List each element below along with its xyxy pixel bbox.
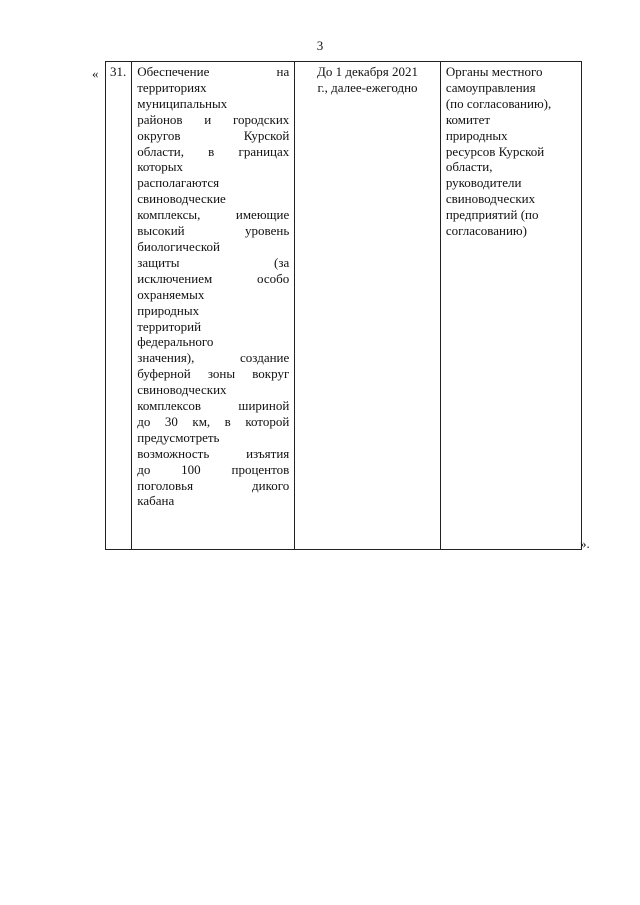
term-line: г., далее-ежегодно bbox=[317, 79, 418, 95]
description-line: округов Курской bbox=[137, 127, 290, 143]
description-line: буферной зоны вокруг bbox=[137, 366, 290, 382]
responsible-line: комитет bbox=[445, 111, 491, 127]
description-line: свиноводческих bbox=[137, 382, 227, 398]
description-line: предусмотреть bbox=[137, 429, 220, 445]
description-line: до 30 км, в которой bbox=[137, 413, 290, 429]
description-line: Обеспечение на bbox=[137, 64, 290, 79]
responsible-text bbox=[446, 64, 576, 239]
description-line: области, в границах bbox=[137, 143, 290, 159]
row-number-cell bbox=[106, 62, 132, 550]
responsible-line: предприятий (по bbox=[445, 207, 539, 223]
responsible-line: руководители bbox=[445, 175, 522, 191]
description-line: районов и городских bbox=[137, 111, 290, 127]
description-line: значения), создание bbox=[137, 350, 290, 366]
table-row bbox=[106, 62, 582, 550]
description-line: до 100 процентов bbox=[137, 461, 290, 477]
responsible-line: самоуправления bbox=[445, 79, 536, 95]
responsible-line: природных bbox=[445, 127, 508, 143]
page-number: 3 bbox=[316, 38, 324, 53]
responsible-line: (по согласованию), bbox=[445, 95, 552, 111]
responsible-line: ресурсов Курской bbox=[445, 143, 545, 159]
description-line: исключением особо bbox=[137, 270, 290, 286]
description-line: комплексов шириной bbox=[137, 398, 290, 414]
opening-quote: « bbox=[92, 66, 99, 81]
description-text bbox=[137, 64, 289, 509]
description-line: поголовья дикого bbox=[137, 477, 290, 493]
description-cell bbox=[132, 62, 295, 550]
document-table bbox=[105, 61, 582, 550]
responsible-line: свиноводческих bbox=[445, 191, 536, 207]
description-line: защиты (за bbox=[137, 254, 290, 270]
description-line: возможность изъятия bbox=[137, 445, 290, 461]
description-line: биологической bbox=[137, 238, 220, 254]
description-line: охраняемых bbox=[137, 286, 205, 302]
description-line: располагаются bbox=[137, 175, 220, 191]
description-line: территорий bbox=[137, 318, 202, 334]
description-line: которых bbox=[137, 159, 183, 175]
description-line: свиноводческие bbox=[137, 191, 226, 207]
term-cell bbox=[295, 62, 441, 550]
description-line: кабана bbox=[137, 493, 175, 509]
description-line: комплексы, имеющие bbox=[137, 207, 290, 223]
term-text bbox=[300, 64, 435, 96]
responsible-cell bbox=[440, 62, 581, 550]
responsible-line: области, bbox=[445, 159, 493, 175]
description-line: высокий уровень bbox=[137, 223, 290, 239]
description-line: природных bbox=[137, 302, 200, 318]
closing-quote: ». bbox=[580, 536, 590, 551]
responsible-line: согласованию) bbox=[445, 223, 527, 239]
responsible-line: Органы местного bbox=[445, 64, 543, 79]
description-line: территориях bbox=[137, 79, 207, 95]
row-number: 31. bbox=[110, 64, 127, 79]
term-line: До 1 декабря 2021 bbox=[317, 64, 419, 79]
description-line: муниципальных bbox=[137, 95, 228, 111]
description-line: федерального bbox=[137, 334, 214, 350]
